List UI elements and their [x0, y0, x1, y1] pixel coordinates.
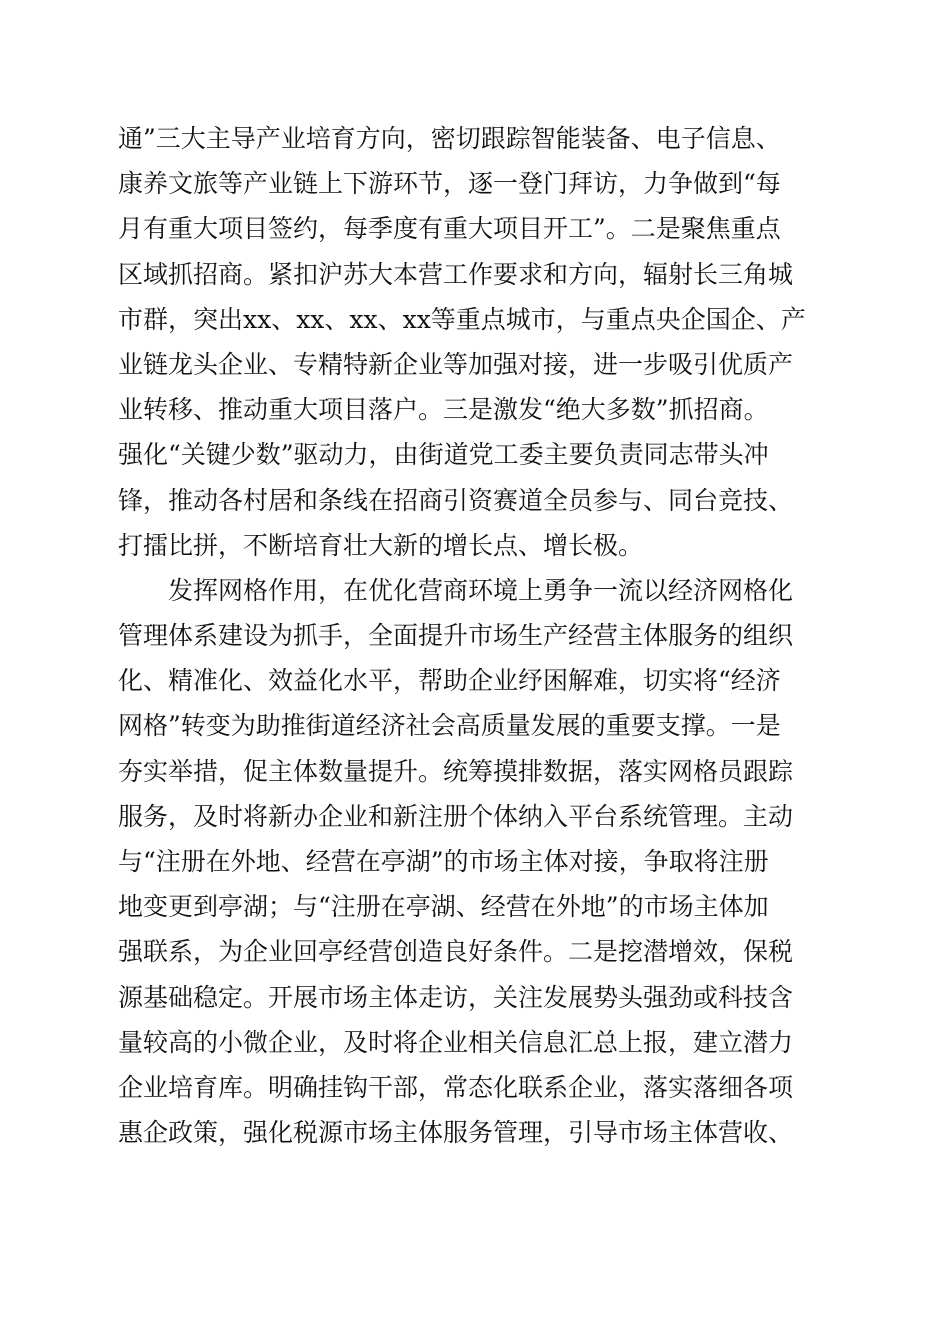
- text-line: 区域抓招商。紧扣沪苏大本营工作要求和方向，辐射长三角城: [118, 259, 794, 289]
- text-line: 发挥网格作用，在优化营商环境上勇争一流以经济网格化: [118, 575, 794, 605]
- text-line: 打擂比拼，不断培育壮大新的增长点、增长极。: [118, 530, 644, 560]
- text-line: 锋，推动各村居和条线在招商引资赛道全员参与、同台竞技、: [118, 485, 794, 515]
- body-text: [118, 116, 838, 1155]
- text-line: 业链龙头企业、专精特新企业等加强对接，进一步吸引优质产: [118, 349, 794, 379]
- text-line: 强联系，为企业回亭经营创造良好条件。二是挖潜增效，保税: [118, 937, 794, 967]
- text-line: 康养文旅等产业链上下游环节，逐一登门拜访，力争做到“每: [118, 169, 781, 199]
- text-line: 源基础稳定。开展市场主体走访，关注发展势头强劲或科技含: [118, 982, 794, 1012]
- text-line: 管理体系建设为抓手，全面提升市场生产经营主体服务的组织: [118, 621, 794, 651]
- text-line: 企业培育库。明确挂钩干部，常态化联系企业，落实落细各项: [118, 1072, 794, 1102]
- text-line: 强化“关键少数”驱动力，由街道党工委主要负责同志带头冲: [118, 440, 769, 470]
- text-line: 网格”转变为助推街道经济社会高质量发展的重要支撑。一是: [118, 711, 781, 741]
- text-line: 与“注册在外地、经营在亭湖”的市场主体对接，争取将注册: [118, 847, 769, 876]
- text-line: 月有重大项目签约，每季度有重大项目开工”。二是聚焦重点: [118, 214, 781, 244]
- text-line: 夯实举措，促主体数量提升。统筹摸排数据，落实网格员跟踪: [118, 756, 794, 786]
- text-line: 惠企政策，强化税源市场主体服务管理，引导市场主体营收、: [118, 1118, 794, 1148]
- text-line: 化、精准化、效益化水平，帮助企业纾困解难，切实将“经济: [118, 666, 781, 696]
- text-line: 地变更到亭湖；与“注册在亭湖、经营在外地”的市场主体加: [118, 892, 769, 922]
- text-line: 市群，突出xx、xx、xx、xx等重点城市，与重点央企国企、产: [118, 304, 806, 334]
- text-line: 业转移、推动重大项目落户。三是激发“绝大多数”抓招商。: [118, 395, 769, 425]
- text-line: 通”三大主导产业培育方向，密切跟踪智能装备、电子信息、: [118, 124, 781, 153]
- text-line: 量较高的小微企业，及时将企业相关信息汇总上报，建立潜力: [118, 1027, 794, 1057]
- text-line: 服务，及时将新办企业和新注册个体纳入平台系统管理。主动: [118, 801, 794, 831]
